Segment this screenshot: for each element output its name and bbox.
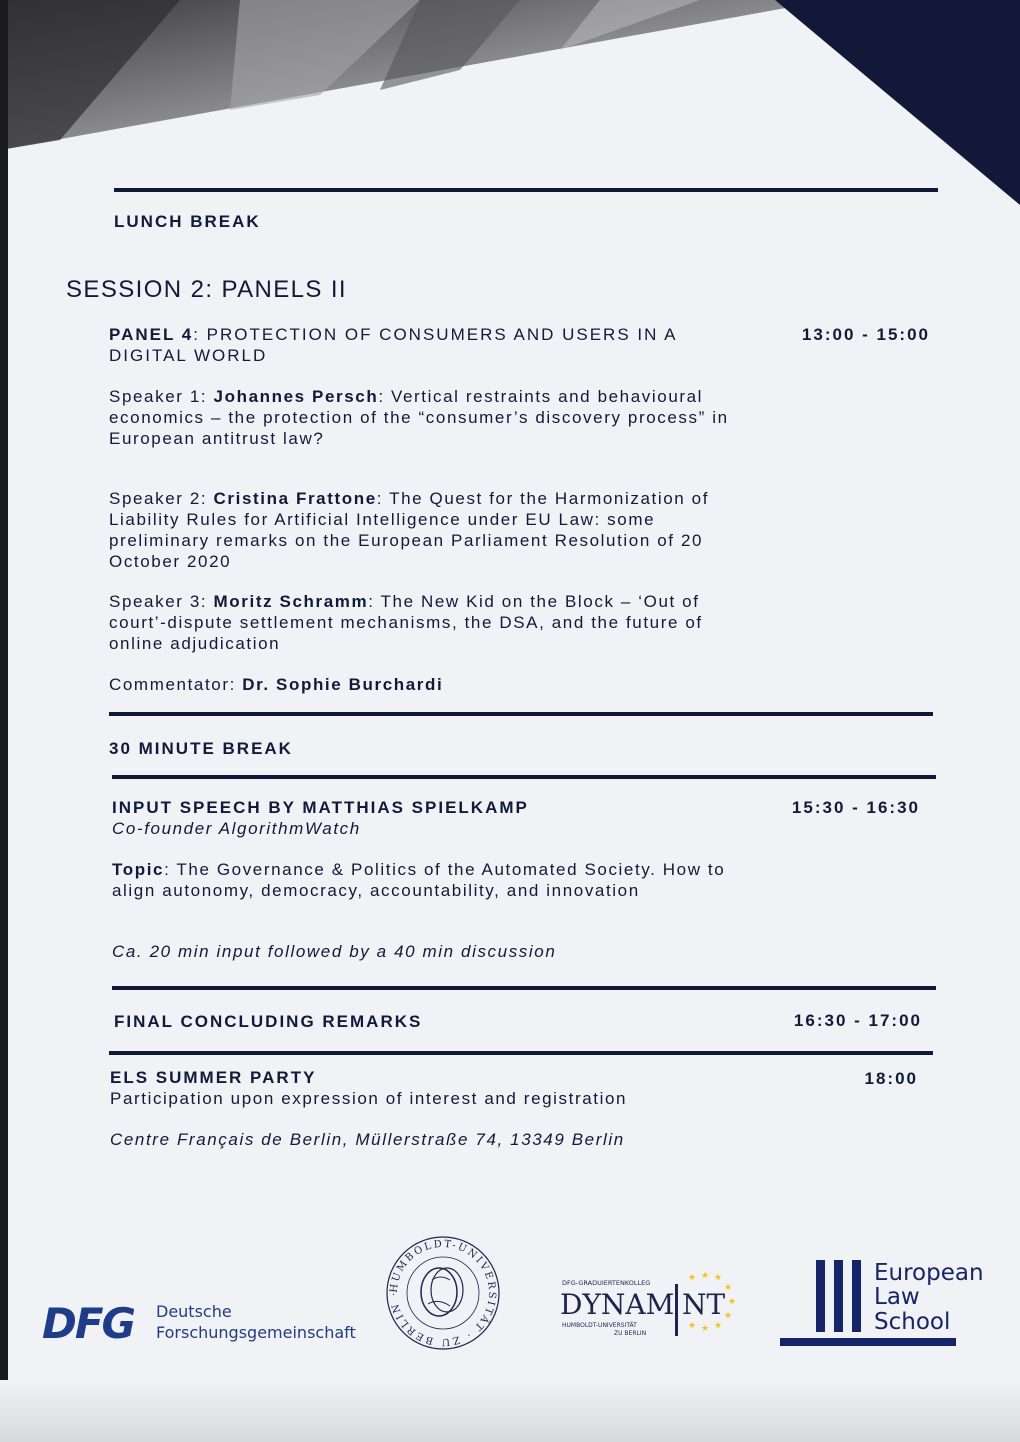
els-line-2: Law — [874, 1284, 920, 1310]
svg-text:★: ★ — [701, 1324, 710, 1334]
speaker-3-name: Moritz Schramm — [213, 592, 369, 611]
panel-4-title: : PROTECTION OF CONSUMERS AND USERS IN A DIGITAL WORLD — [109, 325, 677, 365]
dynamint-bottom-text-1: HUMBOLDT-UNIVERSITÄT — [562, 1322, 637, 1329]
divider — [112, 775, 936, 779]
sponsor-logos — [0, 1230, 1020, 1360]
commentator-name: Dr. Sophie Burchardi — [242, 675, 444, 694]
commentator-prefix: Commentator: — [109, 675, 243, 694]
panel-4-heading — [109, 324, 759, 366]
input-speech-topic — [112, 859, 732, 901]
summer-party-title: ELS SUMMER PARTY — [110, 1068, 317, 1087]
dynamint-word-left: DYNAM — [560, 1288, 675, 1321]
panel-4-label: PANEL 4 — [109, 325, 194, 344]
commentator — [109, 674, 443, 695]
dynamint-word-right: NT — [682, 1288, 726, 1321]
dynamint-bottom-text-2: ZU BERLIN — [614, 1330, 647, 1337]
divider — [109, 712, 933, 716]
speaker-2-prefix: Speaker 2: — [109, 489, 214, 508]
svg-text:★: ★ — [688, 1273, 697, 1283]
svg-text:★: ★ — [701, 1271, 710, 1281]
input-speech-time: 15:30 - 16:30 — [791, 798, 920, 817]
speaker-2 — [109, 488, 759, 572]
els-line-1: European — [874, 1260, 984, 1286]
panel-4-time: 13:00 - 15:00 — [801, 325, 930, 344]
european-law-school-logo — [778, 1254, 998, 1350]
svg-text:HUMBOLDT-UNIVERSITÄT · ZU BERL — [389, 1239, 497, 1347]
divider — [114, 188, 938, 192]
final-remarks-title: FINAL CONCLUDING REMARKS — [114, 1012, 423, 1031]
dfg-line-2: Forschungsgemeinschaft — [156, 1323, 356, 1342]
input-speech-title: INPUT SPEECH BY MATTHIAS SPIELKAMP — [112, 798, 529, 817]
speaker-1-prefix: Speaker 1: — [109, 387, 214, 406]
svg-text:★: ★ — [714, 1273, 723, 1283]
dfg-mark: DFG — [42, 1299, 135, 1348]
speaker-1-talk: : Vertical restraints and behavioural economics – the protection of the “consumer’s discovery process” in European antitrust law? — [109, 387, 729, 448]
topic-text: : The Governance & Politics of the Automated Society. How to align autonomy, democracy, accountability, and innovation — [112, 860, 726, 900]
humboldt-university-seal — [384, 1234, 502, 1352]
svg-text:★: ★ — [728, 1297, 737, 1307]
divider — [112, 986, 936, 990]
divider — [109, 1051, 933, 1055]
svg-text:★: ★ — [724, 1283, 733, 1293]
speaker-3-talk: : The New Kid on the Block – ‘Out of court’-dispute settlement mechanisms, the DSA, and the future of online adjudication — [109, 592, 703, 653]
els-line-3: School — [874, 1309, 951, 1335]
svg-text:★: ★ — [724, 1311, 733, 1321]
seal-text: HUMBOLDT-UNIVERSITÄT · ZU BERLIN · — [388, 1238, 498, 1348]
dynamint-top-text: DFG-GRADUIERTENKOLLEG — [562, 1279, 651, 1287]
dfg-logo — [40, 1290, 360, 1350]
bottom-shadow — [0, 1380, 1020, 1442]
summer-party-text: Participation upon expression of interest and registration — [110, 1089, 628, 1108]
input-speech-note: Ca. 20 min input followed by a 40 min discussion — [112, 942, 557, 961]
dfg-line-1: Deutsche — [156, 1302, 232, 1321]
topic-label: Topic — [112, 860, 165, 879]
speaker-1 — [109, 386, 749, 449]
speaker-3 — [109, 591, 759, 654]
speaker-3-prefix: Speaker 3: — [109, 592, 214, 611]
summer-party-time: 18:00 — [864, 1069, 918, 1088]
speaker-1-name: Johannes Persch — [213, 387, 379, 406]
session-title: SESSION 2: PANELS II — [66, 276, 347, 303]
final-remarks-time: 16:30 - 17:00 — [793, 1011, 922, 1030]
summer-party-location: Centre Français de Berlin, Müllerstraße 74, 13349 Berlin — [110, 1130, 625, 1149]
input-speech-subtitle: Co-founder AlgorithmWatch — [112, 819, 361, 838]
break-30-heading: 30 MINUTE BREAK — [109, 739, 293, 758]
speaker-2-name: Cristina Frattone — [213, 489, 377, 508]
svg-text:★: ★ — [714, 1321, 723, 1331]
svg-text:★: ★ — [688, 1321, 697, 1331]
speaker-2-talk: : The Quest for the Harmonization of Liability Rules for Artificial Intelligence under EU Law: some preliminary remarks on the European Parliament Resolution of 20 October 2020 — [109, 489, 710, 571]
lunch-break-heading: LUNCH BREAK — [114, 212, 261, 231]
dynamint-logo — [558, 1270, 748, 1350]
